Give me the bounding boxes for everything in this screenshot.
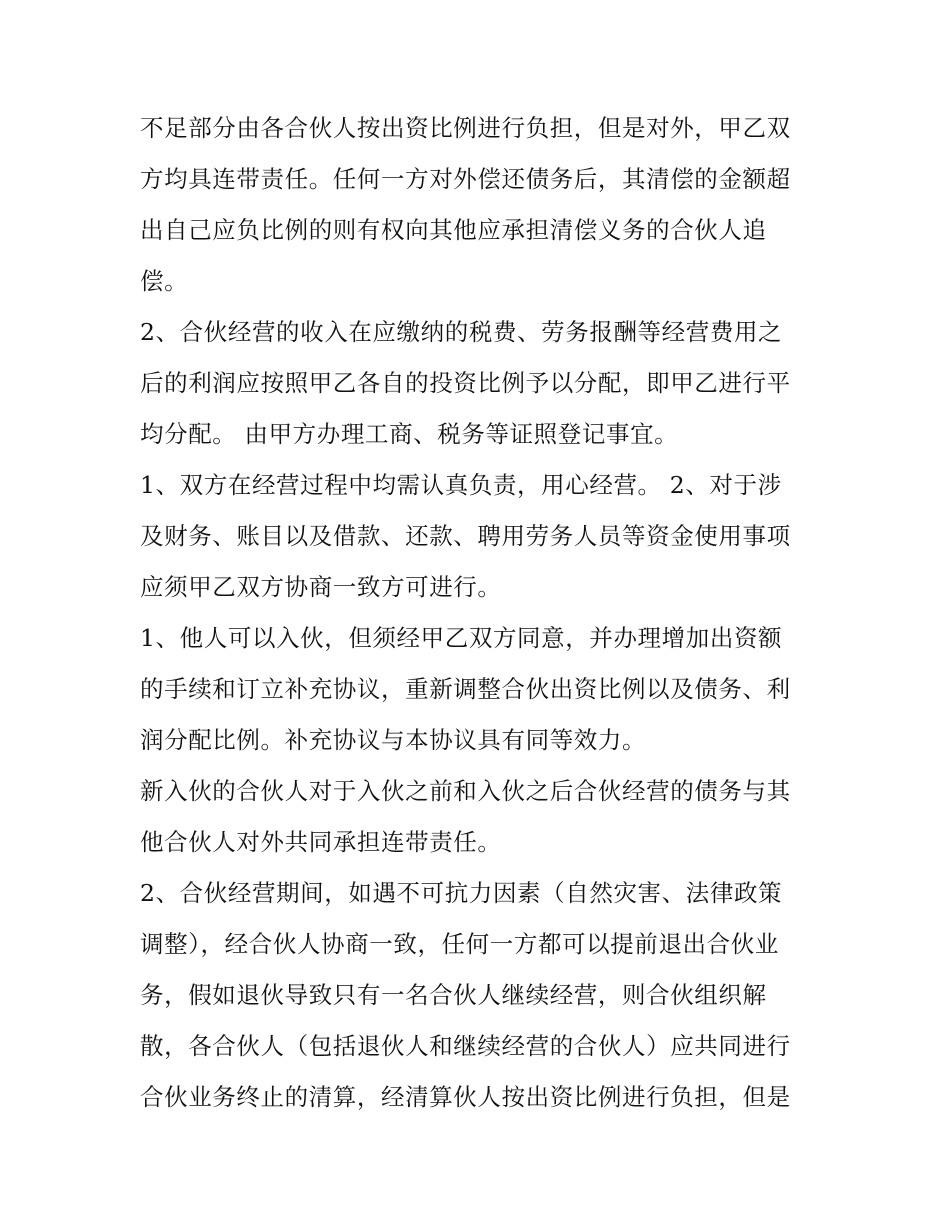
text-line: 2、合伙经营的收入在应缴纳的税费、劳务报酬等经营费用之 <box>140 318 783 346</box>
text-line: 不足部分由各合伙人按出资比例进行负担，但是对外，甲乙双 <box>140 114 791 142</box>
text-line: 方均具连带责任。任何一方对外偿还债务后，其清偿的金额超 <box>140 165 791 193</box>
text-line: 调整），经合伙人协商一致，任何一方都可以提前退出合伙业 <box>140 930 779 958</box>
text-line: 1、双方在经营过程中均需认真负责，用心经营。 2、对于涉 <box>140 471 782 499</box>
text-line: 出自己应负比例的则有权向其他应承担清偿义务的合伙人追 <box>140 216 767 244</box>
text-line: 合伙业务终止的清算，经清算伙人按出资比例进行负担，但是 <box>140 1083 791 1111</box>
text-line: 散，各合伙人（包括退伙人和继续经营的合伙人）应共同进行 <box>140 1032 791 1060</box>
text-line: 2、合伙经营期间，如遇不可抗力因素（自然灾害、法律政策 <box>140 879 783 907</box>
text-line: 偿。 <box>140 267 189 295</box>
text-line: 均分配。 由甲方办理工商、税务等证照登记事宜。 <box>140 420 679 448</box>
text-line: 新入伙的合伙人对于入伙之前和入伙之后合伙经营的债务与其 <box>140 777 791 805</box>
text-line: 及财务、账目以及借款、还款、聘用劳务人员等资金使用事项 <box>140 522 791 550</box>
text-line: 后的利润应按照甲乙各自的投资比例予以分配，即甲乙进行平 <box>140 369 791 397</box>
text-line: 应须甲乙双方协商一致方可进行。 <box>140 573 502 601</box>
text-line: 他合伙人对外共同承担连带责任。 <box>140 828 502 856</box>
text-line: 1、他人可以入伙，但须经甲乙双方同意，并办理增加出资额 <box>140 624 783 652</box>
text-line: 的手续和订立补充协议，重新调整合伙出资比例以及债务、利 <box>140 675 791 703</box>
text-line: 务，假如退伙导致只有一名合伙人继续经营，则合伙组织解 <box>140 981 767 1009</box>
text-line: 润分配比例。补充协议与本协议具有同等效力。 <box>140 726 647 754</box>
